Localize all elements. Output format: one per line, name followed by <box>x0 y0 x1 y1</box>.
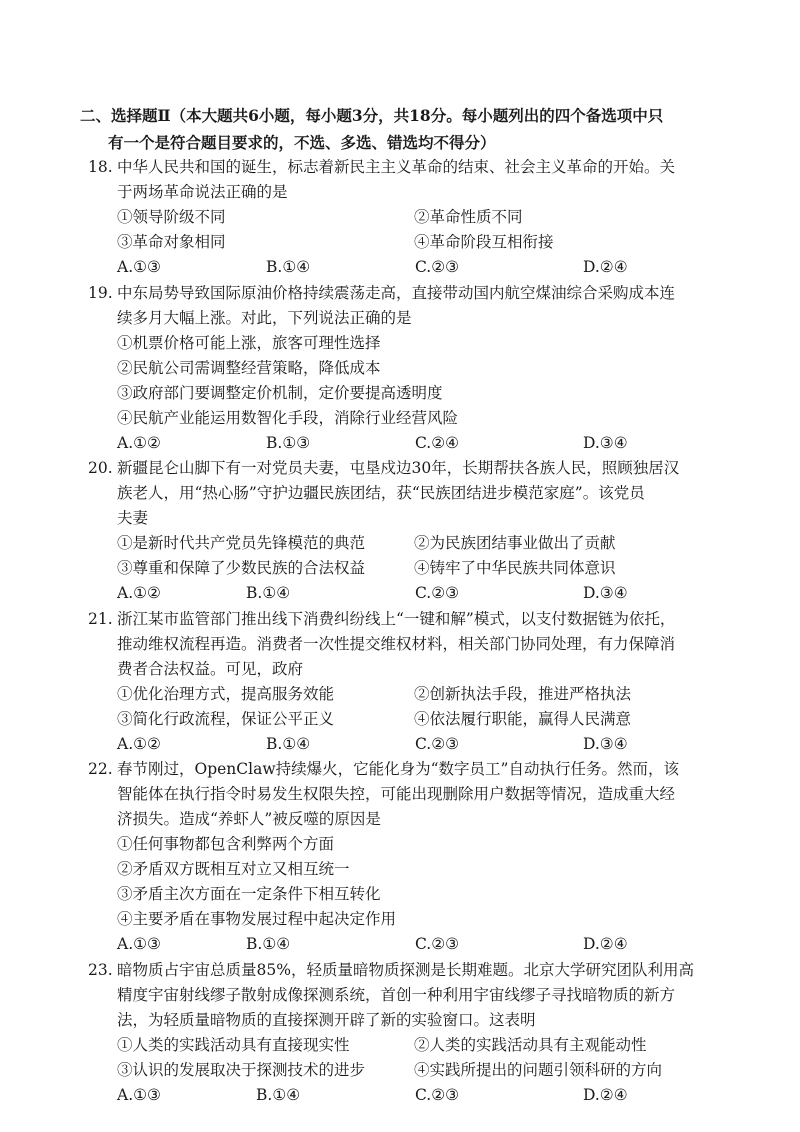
statement-4: ④实践所提出的问题引领科研的方向 <box>414 1061 663 1079</box>
section-title-cont: 有一个是符合题目要求的，不选、多选、错选均不得分） <box>108 133 496 152</box>
statement-2: ②为民族团结事业做出了贡献 <box>414 534 616 552</box>
question-stem: 夫妻 <box>117 509 149 527</box>
option-a: A.①③ <box>117 935 161 953</box>
option-c: C.②③ <box>415 935 460 953</box>
question-number: 23. <box>88 961 113 979</box>
option-b: B.①④ <box>246 935 291 953</box>
option-b: B.①③ <box>266 434 311 452</box>
statement-1: ①人类的实践活动具有直接现实性 <box>117 1036 350 1054</box>
option-c: C.②③ <box>415 735 460 753</box>
option-a: A.①③ <box>117 258 161 276</box>
question-stem: 推动维权流程再造。消费者一次性提交维权材料，相关部门协同处理，有力保障消 <box>117 635 676 653</box>
statement-3: ③尊重和保障了少数民族的合法权益 <box>117 559 366 577</box>
statement-1: ①机票价格可能上涨，旅客可理性选择 <box>117 334 381 352</box>
statement-4: ④主要矛盾在事物发展过程中起决定作用 <box>117 910 397 928</box>
statement-4: ④依法履行职能，赢得人民满意 <box>414 710 632 728</box>
question-stem: 济损失。造成“养虾人”被反噬的原因是 <box>117 810 381 828</box>
statement-2: ②创新执法手段，推进严格执法 <box>414 685 632 703</box>
option-b: B.①④ <box>256 1086 301 1104</box>
question-stem: 法，为轻质量暗物质的直接探测开辟了新的实验窗口。这表明 <box>117 1011 536 1029</box>
question-stem: 中东局势导致国际原油价格持续震荡走高，直接带动国内航空煤油综合采购成本连 <box>117 284 676 302</box>
option-b: B.①④ <box>246 584 291 602</box>
option-d: D.②④ <box>583 935 628 953</box>
question-stem: 暗物质占宇宙总质量85%，轻质量暗物质探测是长期难题。北京大学研究团队利用高 <box>117 961 694 979</box>
option-d: D.③④ <box>583 434 628 452</box>
question-number: 20. <box>88 459 113 477</box>
question-stem: 新疆昆仑山脚下有一对党员夫妻，屯垦戍边30年，长期帮扶各族人民，照顾独居汉 <box>117 459 680 477</box>
option-c: C.②③ <box>415 1086 460 1104</box>
statement-2: ②民航公司需调整经营策略，降低成本 <box>117 359 381 377</box>
question-number: 22. <box>88 760 113 778</box>
question-number: 18. <box>88 158 113 176</box>
statement-2: ②人类的实践活动具有主观能动性 <box>414 1036 647 1054</box>
statement-2: ②矛盾双方既相互对立又相互统一 <box>117 860 350 878</box>
option-d: D.③④ <box>583 735 628 753</box>
option-a: A.①② <box>117 735 161 753</box>
statement-3: ③革命对象相同 <box>117 233 226 251</box>
question-stem: 浙江某市监管部门推出线下消费纠纷线上“一键和解”模式，以支付数据链为依托， <box>117 610 676 628</box>
question-stem: 中华人民共和国的诞生，标志着新民主主义革命的结束、社会主义革命的开始。关 <box>117 158 676 176</box>
statement-3: ③认识的发展取决于探测技术的进步 <box>117 1061 366 1079</box>
option-a: A.①② <box>117 434 161 452</box>
option-c: C.②③ <box>415 584 460 602</box>
question-stem: 精度宇宙射线缪子散射成像探测系统，首创一种利用宇宙线缪子寻找暗物质的新方 <box>117 986 676 1004</box>
question-stem: 于两场革命说法正确的是 <box>117 183 288 201</box>
section-title: 二、选择题Ⅱ（本大题共6小题，每小题3分，共18分。每小题列出的四个备选项中只 <box>80 106 664 125</box>
question-number: 19. <box>88 284 113 302</box>
option-d: D.③④ <box>583 584 628 602</box>
statement-1: ①领导阶级不同 <box>117 208 226 226</box>
statement-3: ③简化行政流程，保证公平正义 <box>117 710 335 728</box>
statement-2: ②革命性质不同 <box>414 208 523 226</box>
option-c: C.②④ <box>415 434 460 452</box>
question-stem: 智能体在执行指令时易发生权限失控，可能出现删除用户数据等情况，造成重大经 <box>117 785 676 803</box>
statement-4: ④铸牢了中华民族共同体意识 <box>414 559 616 577</box>
statement-4: ④民航产业能运用数智化手段，消除行业经营风险 <box>117 409 459 427</box>
statement-3: ③政府部门要调整定价机制，定价要提高透明度 <box>117 384 443 402</box>
statement-1: ①是新时代共产党员先锋模范的典范 <box>117 534 366 552</box>
option-b: B.①④ <box>266 735 311 753</box>
question-number: 21. <box>88 610 113 628</box>
question-stem: 续多月大幅上涨。对此，下列说法正确的是 <box>117 309 412 327</box>
question-stem: 费者合法权益。可见，政府 <box>117 660 304 678</box>
statement-1: ①优化治理方式，提高服务效能 <box>117 685 335 703</box>
option-c: C.②③ <box>415 258 460 276</box>
statement-4: ④革命阶段互相衔接 <box>414 233 554 251</box>
statement-3: ③矛盾主次方面在一定条件下相互转化 <box>117 885 381 903</box>
statement-1: ①任何事物都包含利弊两个方面 <box>117 835 335 853</box>
question-stem: 春节刚过，OpenClaw持续爆火，它能化身为“数字员工”自动执行任务。然而，该 <box>117 760 679 778</box>
question-stem: 族老人，用“热心肠”守护边疆民族团结，获“民族团结进步模范家庭”。该党员 <box>117 484 645 502</box>
option-a: A.①② <box>117 584 161 602</box>
option-d: D.②④ <box>583 258 628 276</box>
option-a: A.①③ <box>117 1086 161 1104</box>
option-b: B.①④ <box>266 258 311 276</box>
option-d: D.②④ <box>583 1086 628 1104</box>
